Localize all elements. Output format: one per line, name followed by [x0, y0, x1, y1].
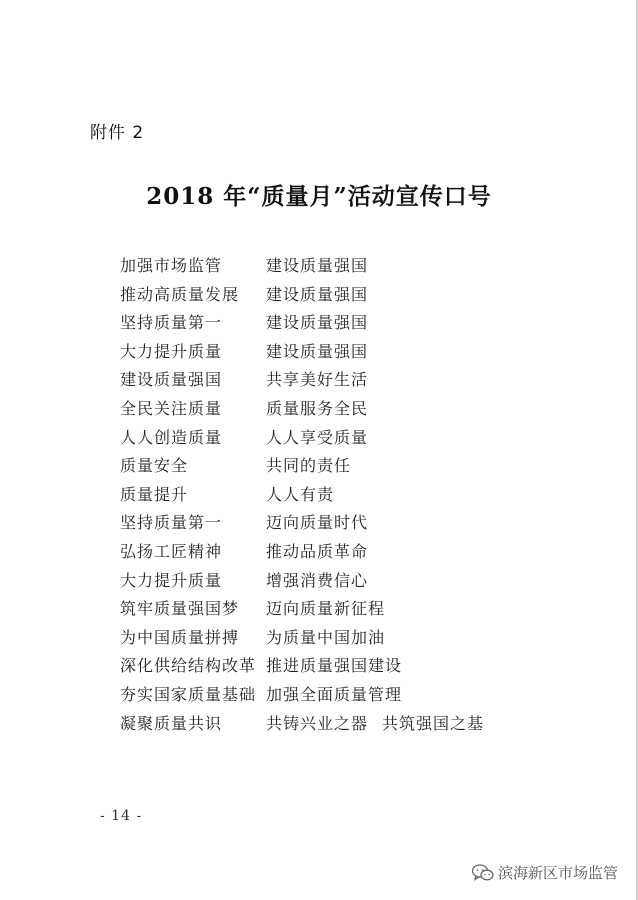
slogan-part: 增强消费信心: [266, 570, 369, 590]
slogan-row: [120, 452, 484, 481]
slogan-part: 质量提升: [120, 484, 189, 504]
slogan-part: 建设质量强国: [266, 256, 369, 275]
slogan-part: 迈向质量时代: [266, 513, 369, 533]
slogan-part: 弘扬工匠精神: [120, 541, 223, 561]
slogan-part: 人人有责: [266, 484, 335, 504]
slogan-part: 夯实国家质量基础: [120, 684, 257, 704]
slogan-row: [120, 481, 484, 510]
watermark-text: 滨海新区市场监管: [497, 864, 618, 882]
slogan-part: 加强市场监管: [120, 256, 223, 275]
slogan-part: 人人创造质量: [120, 427, 223, 447]
slogan-part: 推进质量强国建设: [266, 656, 403, 676]
slogan-part: 加强全面质量管理: [266, 684, 403, 704]
slogan-row: [120, 338, 484, 367]
slogan-part: 迈向质量新征程: [266, 599, 386, 619]
slogan-part: 凝聚质量共识: [120, 713, 223, 733]
slogan-part: 建设质量强国: [266, 284, 369, 304]
slogan-part: 共筑强国之基: [382, 713, 485, 733]
slogan-part: 建设质量强国: [266, 313, 369, 333]
slogan-part: 坚持质量第一: [120, 313, 223, 333]
slogan-row: [120, 281, 484, 310]
slogan-part: 质量安全: [120, 456, 189, 476]
document-title: 2018 年“质量月”活动宣传口号: [146, 183, 492, 210]
slogan-row: [120, 681, 484, 710]
slogan-part: 深化供给结构改革: [120, 656, 257, 676]
slogan-row: [120, 395, 484, 424]
slogan-list: [120, 252, 484, 738]
slogan-part: 大力提升质量: [120, 341, 223, 361]
slogan-row: [120, 567, 484, 596]
wechat-icon: [472, 864, 494, 882]
slogan-row: [120, 309, 484, 338]
slogan-row: [120, 366, 484, 395]
page-number: - 14 -: [100, 808, 143, 824]
slogan-row: [120, 252, 484, 281]
watermark: [472, 862, 618, 883]
slogan-part: 建设质量强国: [266, 341, 369, 361]
slogan-row: [120, 624, 484, 653]
slogan-row: [120, 538, 484, 567]
attachment-label: 附件 2: [90, 123, 145, 143]
slogan-row: [120, 710, 484, 739]
slogan-part: 共享美好生活: [266, 370, 369, 390]
slogan-part: 共同的责任: [266, 456, 352, 476]
slogan-part: 推动品质革命: [266, 541, 369, 561]
slogan-row: [120, 595, 484, 624]
slogan-part: 为中国质量拼搏: [120, 627, 240, 647]
slogan-part: 大力提升质量: [120, 570, 223, 590]
slogan-part: 建设质量强国: [120, 370, 223, 390]
slogan-row: [120, 424, 484, 453]
slogan-row: [120, 509, 484, 538]
slogan-part: 推动高质量发展: [120, 284, 240, 304]
slogan-part: 共铸兴业之器: [266, 713, 369, 733]
slogan-part: 人人享受质量: [266, 427, 369, 447]
slogan-part: 坚持质量第一: [120, 513, 223, 533]
slogan-part: 为质量中国加油: [266, 627, 386, 647]
slogan-part: 质量服务全民: [266, 398, 369, 418]
slogan-part: 全民关注质量: [120, 398, 223, 418]
slogan-part: 筑牢质量强国梦: [120, 599, 240, 619]
slogan-row: [120, 652, 484, 681]
